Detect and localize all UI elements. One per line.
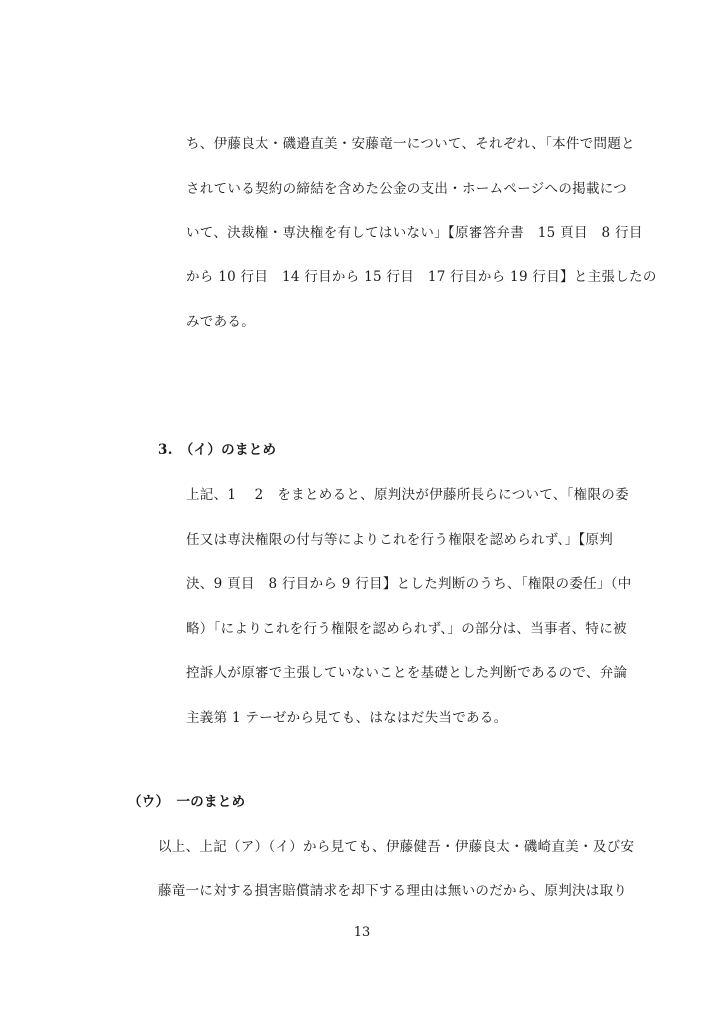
section-u-line: 藤竜一に対する損害賠償請求を却下する理由は無いのだから、原判決は取り [158,883,628,899]
page-number: 13 [353,925,371,940]
paragraph-line: ち、伊藤良太・磯邉直美・安藤竜一について、それぞれ、「本件で問題と [186,136,635,152]
section-3-line: 略）「によりこれを行う権限を認められず、」の部分は、当事者、特に被 [186,621,627,637]
section-3-line: 主義第 1 テーゼから見ても、はなはだ失当である。 [186,710,508,726]
section-3-line: 決、9 頁目 8 行目から 9 行目】とした判断のうち、「権限の委任」（中 [186,576,632,592]
section-3-line: 任又は専決権限の付与等によりこれを行う権限を認められず、」【原判 [186,532,614,548]
section-3-heading: 3. （イ）のまとめ [158,442,277,458]
section-3-line: 控訴人が原審で主張していないことを基礎とした判断であるので、弁論 [186,665,628,681]
paragraph-line: から 10 行目 14 行目から 15 行目 17 行目から 19 行目】と主張したの [186,269,657,285]
section-u-line: 以上、上記（ア）（イ）から見ても、伊藤健吾・伊藤良太・磯崎直美・及び安 [158,839,635,855]
section-3-line: 上記、1 2 をまとめると、原判決が伊藤所長らについて、「権限の委 [186,487,629,503]
section-u-heading: （ウ） 一のまとめ [128,794,246,810]
paragraph-line: いて、決裁権・専決権を有してはいない」【原審答弁書 15 頁目 8 行目 [186,225,643,241]
paragraph-line: されている契約の締結を含めた公金の支出・ホームページへの掲載につ [186,181,628,197]
paragraph-line: みである。 [186,314,255,330]
